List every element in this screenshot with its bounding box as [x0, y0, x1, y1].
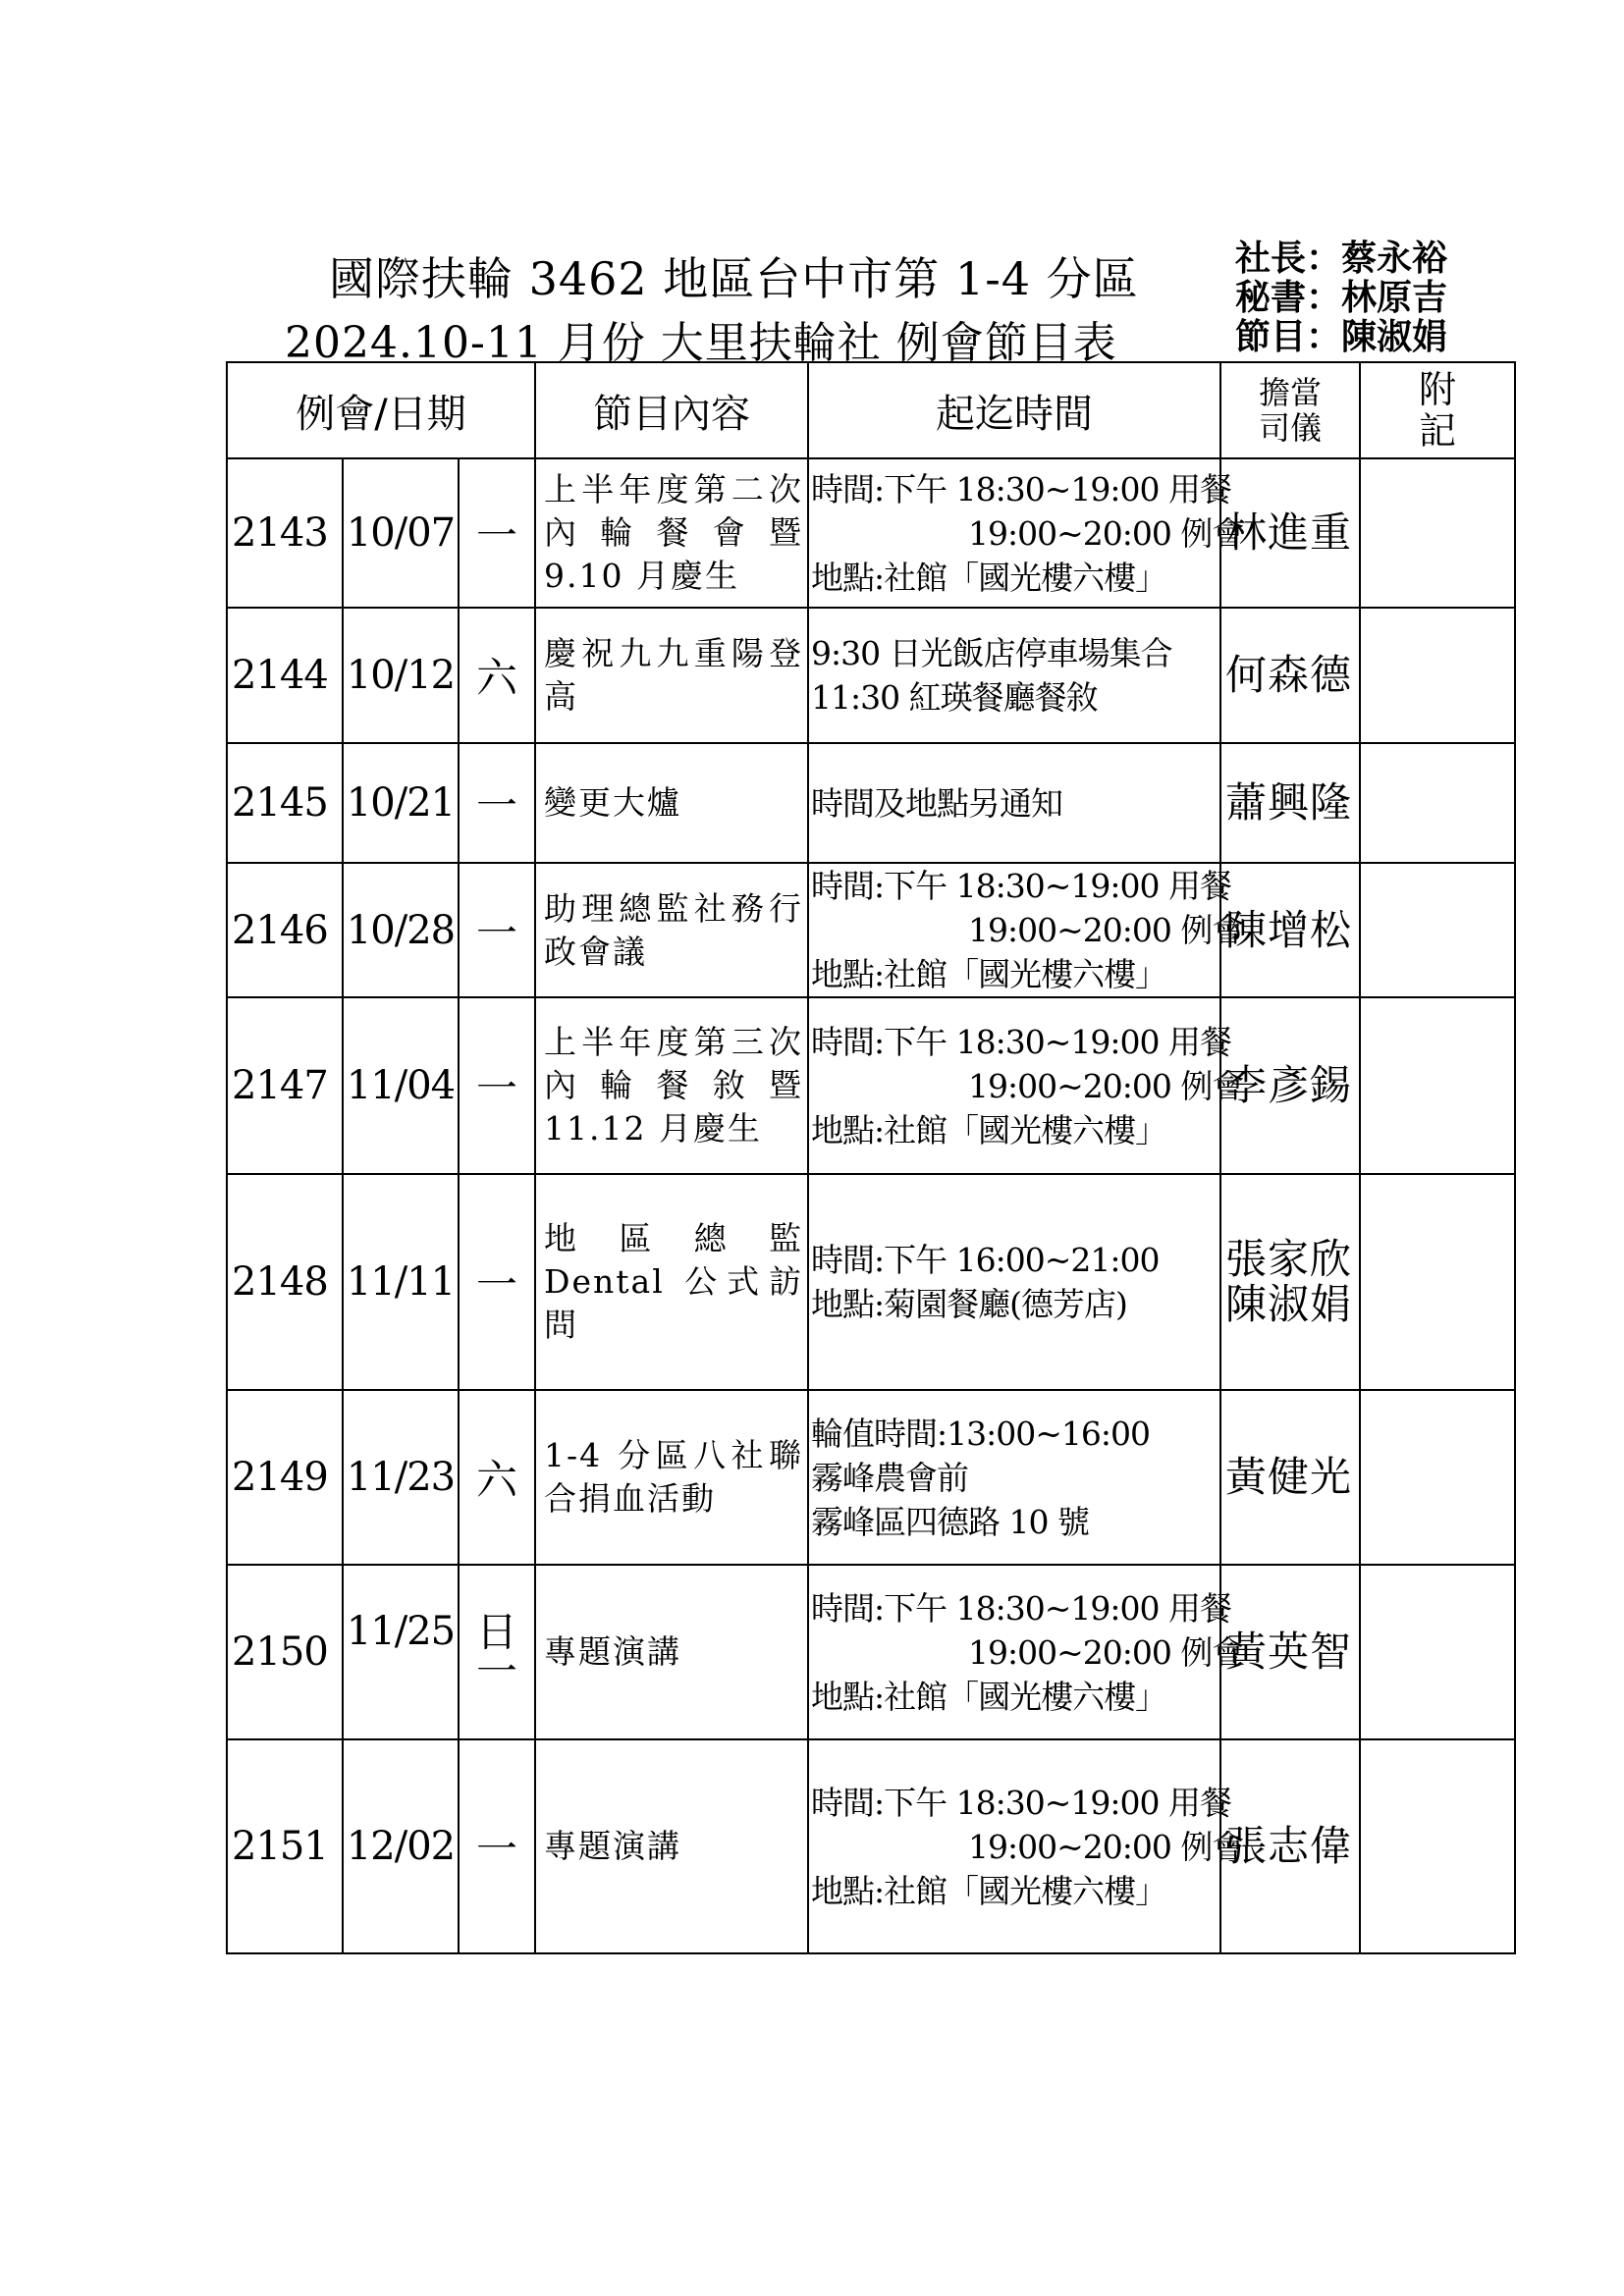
time-line: 地點:社館「國光樓六樓」 — [811, 955, 1167, 993]
day-of-week: 一 — [459, 458, 535, 608]
time-line: 時間及地點另通知 — [811, 783, 1063, 823]
day-of-week: 六 — [459, 608, 535, 743]
host-name: 何森德 — [1220, 608, 1360, 743]
page-title: 國際扶輪 3462 地區台中市第 1-4 分區 — [329, 252, 1139, 305]
time-location — [808, 608, 1220, 743]
program-content: 地區總監 Dental 公式訪問 — [535, 1174, 808, 1390]
time-line: 地點:社館「國光樓六樓」 — [811, 1110, 1167, 1149]
col-header-time: 起迄時間 — [808, 362, 1220, 458]
col-header-note-label: 附記 — [1419, 368, 1457, 453]
host-name: 李彥錫 — [1220, 997, 1360, 1174]
time-location — [808, 997, 1244, 1174]
host-name: 張家欣 陳淑娟 — [1220, 1174, 1360, 1390]
time-line: 19:00~20:00 例會 — [968, 1827, 1244, 1866]
program-content: 變更大爐 — [535, 743, 808, 863]
note-cell — [1360, 458, 1515, 608]
officer-secretary: 秘書：林原吉 — [1235, 278, 1448, 318]
time-location — [808, 1739, 1244, 1953]
officer-program: 節目：陳淑娟 — [1235, 317, 1448, 357]
meeting-number: 2148 — [227, 1174, 343, 1390]
time-line: 時間:下午 18:30~19:00 用餐 — [811, 1783, 1231, 1822]
table-row — [227, 863, 1515, 997]
day-of-week: 一 — [459, 1174, 535, 1390]
meeting-date: 11/04 — [343, 997, 459, 1174]
meeting-number: 2144 — [227, 608, 343, 743]
table-row — [227, 743, 1515, 863]
time-line: 霧峰農會前 — [811, 1458, 969, 1497]
meeting-number: 2150 — [227, 1565, 343, 1739]
time-line: 地點:菊園餐廳(德芳店) — [811, 1285, 1127, 1323]
meeting-date: 11/25 — [343, 1565, 459, 1739]
program-content: 上半年度第二次內輪餐會暨 9.10 月慶生 — [535, 458, 808, 608]
time-line: 19:00~20:00 例會 — [968, 513, 1244, 553]
time-location — [808, 1565, 1244, 1739]
host-name: 黃英智 — [1220, 1565, 1360, 1739]
table-row — [227, 997, 1515, 1174]
time-location — [808, 1390, 1220, 1565]
host-name: 張志偉 — [1220, 1739, 1360, 1953]
time-location — [808, 743, 1220, 863]
time-line: 地點:社館「國光樓六樓」 — [811, 1871, 1167, 1910]
program-content: 1-4 分區八社聯合捐血活動 — [535, 1390, 808, 1565]
time-line: 時間:下午 18:30~19:00 用餐 — [811, 1022, 1231, 1061]
officers-block — [1235, 240, 1471, 357]
meeting-number: 2145 — [227, 743, 343, 863]
day-of-week: 一 — [459, 997, 535, 1174]
meeting-date: 10/12 — [343, 608, 459, 743]
time-line: 時間:下午 18:30~19:00 用餐 — [811, 469, 1231, 508]
note-cell — [1360, 608, 1515, 743]
table-row — [227, 1565, 1515, 1739]
time-line: 19:00~20:00 例會 — [968, 1066, 1244, 1105]
note-cell — [1360, 1565, 1515, 1739]
meeting-number: 2151 — [227, 1739, 343, 1953]
col-header-note — [1360, 362, 1515, 458]
table-row — [227, 1390, 1515, 1565]
program-content: 專題演講 — [535, 1565, 808, 1739]
note-cell — [1360, 1174, 1515, 1390]
time-line: 時間:下午 16:00~21:00 — [811, 1241, 1160, 1279]
meeting-number: 2143 — [227, 458, 343, 608]
time-line: 時間:下午 18:30~19:00 用餐 — [811, 1588, 1231, 1628]
time-location — [808, 1174, 1220, 1390]
meeting-date: 10/07 — [343, 458, 459, 608]
note-cell — [1360, 1390, 1515, 1565]
note-cell — [1360, 863, 1515, 997]
note-cell — [1360, 743, 1515, 863]
note-cell — [1360, 1739, 1515, 1953]
meeting-date: 11/23 — [343, 1390, 459, 1565]
table-row — [227, 458, 1515, 608]
table-row — [227, 608, 1515, 743]
time-line: 19:00~20:00 例會 — [968, 911, 1244, 949]
program-content: 專題演講 — [535, 1739, 808, 1953]
program-content: 上半年度第三次內輪餐敘暨 11.12 月慶生 — [535, 997, 808, 1174]
time-line: 11:30 紅瑛餐廳餐敘 — [811, 678, 1098, 717]
time-line: 19:00~20:00 例會 — [968, 1632, 1244, 1672]
meeting-date: 12/02 — [343, 1739, 459, 1953]
host-name: 林進重 — [1220, 458, 1360, 608]
table-header-row — [227, 362, 1515, 458]
program-content: 慶祝九九重陽登高 — [535, 608, 808, 743]
meeting-date: 10/28 — [343, 863, 459, 997]
host-name: 黃健光 — [1220, 1390, 1360, 1565]
day-of-week: 六 — [459, 1390, 535, 1565]
program-content: 助理總監社務行政會議 — [535, 863, 808, 997]
col-header-host-label: 擔當司儀 — [1259, 374, 1323, 447]
table-row — [227, 1174, 1515, 1390]
col-header-program: 節目內容 — [535, 362, 808, 458]
time-location — [808, 458, 1244, 608]
meeting-number: 2146 — [227, 863, 343, 997]
time-line: 9:30 日光飯店停車場集合 — [811, 634, 1172, 672]
meeting-date: 10/21 — [343, 743, 459, 863]
meeting-date: 11/11 — [343, 1174, 459, 1390]
table-row — [227, 1739, 1515, 1953]
schedule-rows — [227, 458, 1515, 1953]
time-line: 地點:社館「國光樓六樓」 — [811, 1677, 1167, 1716]
col-header-host — [1220, 362, 1360, 458]
note-cell — [1360, 997, 1515, 1174]
host-name: 蕭興隆 — [1220, 743, 1360, 863]
col-header-meeting-date: 例會/日期 — [227, 362, 535, 458]
officer-president: 社長：蔡永裕 — [1235, 239, 1448, 279]
day-of-week: 一 — [459, 743, 535, 863]
schedule-table — [226, 361, 1516, 1954]
meeting-number: 2147 — [227, 997, 343, 1174]
time-line: 時間:下午 18:30~19:00 用餐 — [811, 867, 1231, 905]
page-subtitle: 2024.10-11 月份 大里扶輪社 例會節目表 — [285, 318, 1117, 368]
day-of-week: 一 — [459, 1739, 535, 1953]
time-line: 地點:社館「國光樓六樓」 — [811, 558, 1167, 597]
host-name: 陳增松 — [1220, 863, 1360, 997]
day-of-week: 日一 — [459, 1565, 535, 1739]
time-line: 輪值時間:13:00~16:00 — [811, 1414, 1151, 1453]
meeting-number: 2149 — [227, 1390, 343, 1565]
time-line: 霧峰區四德路 10 號 — [811, 1502, 1090, 1541]
day-of-week: 一 — [459, 863, 535, 997]
time-location — [808, 863, 1244, 997]
